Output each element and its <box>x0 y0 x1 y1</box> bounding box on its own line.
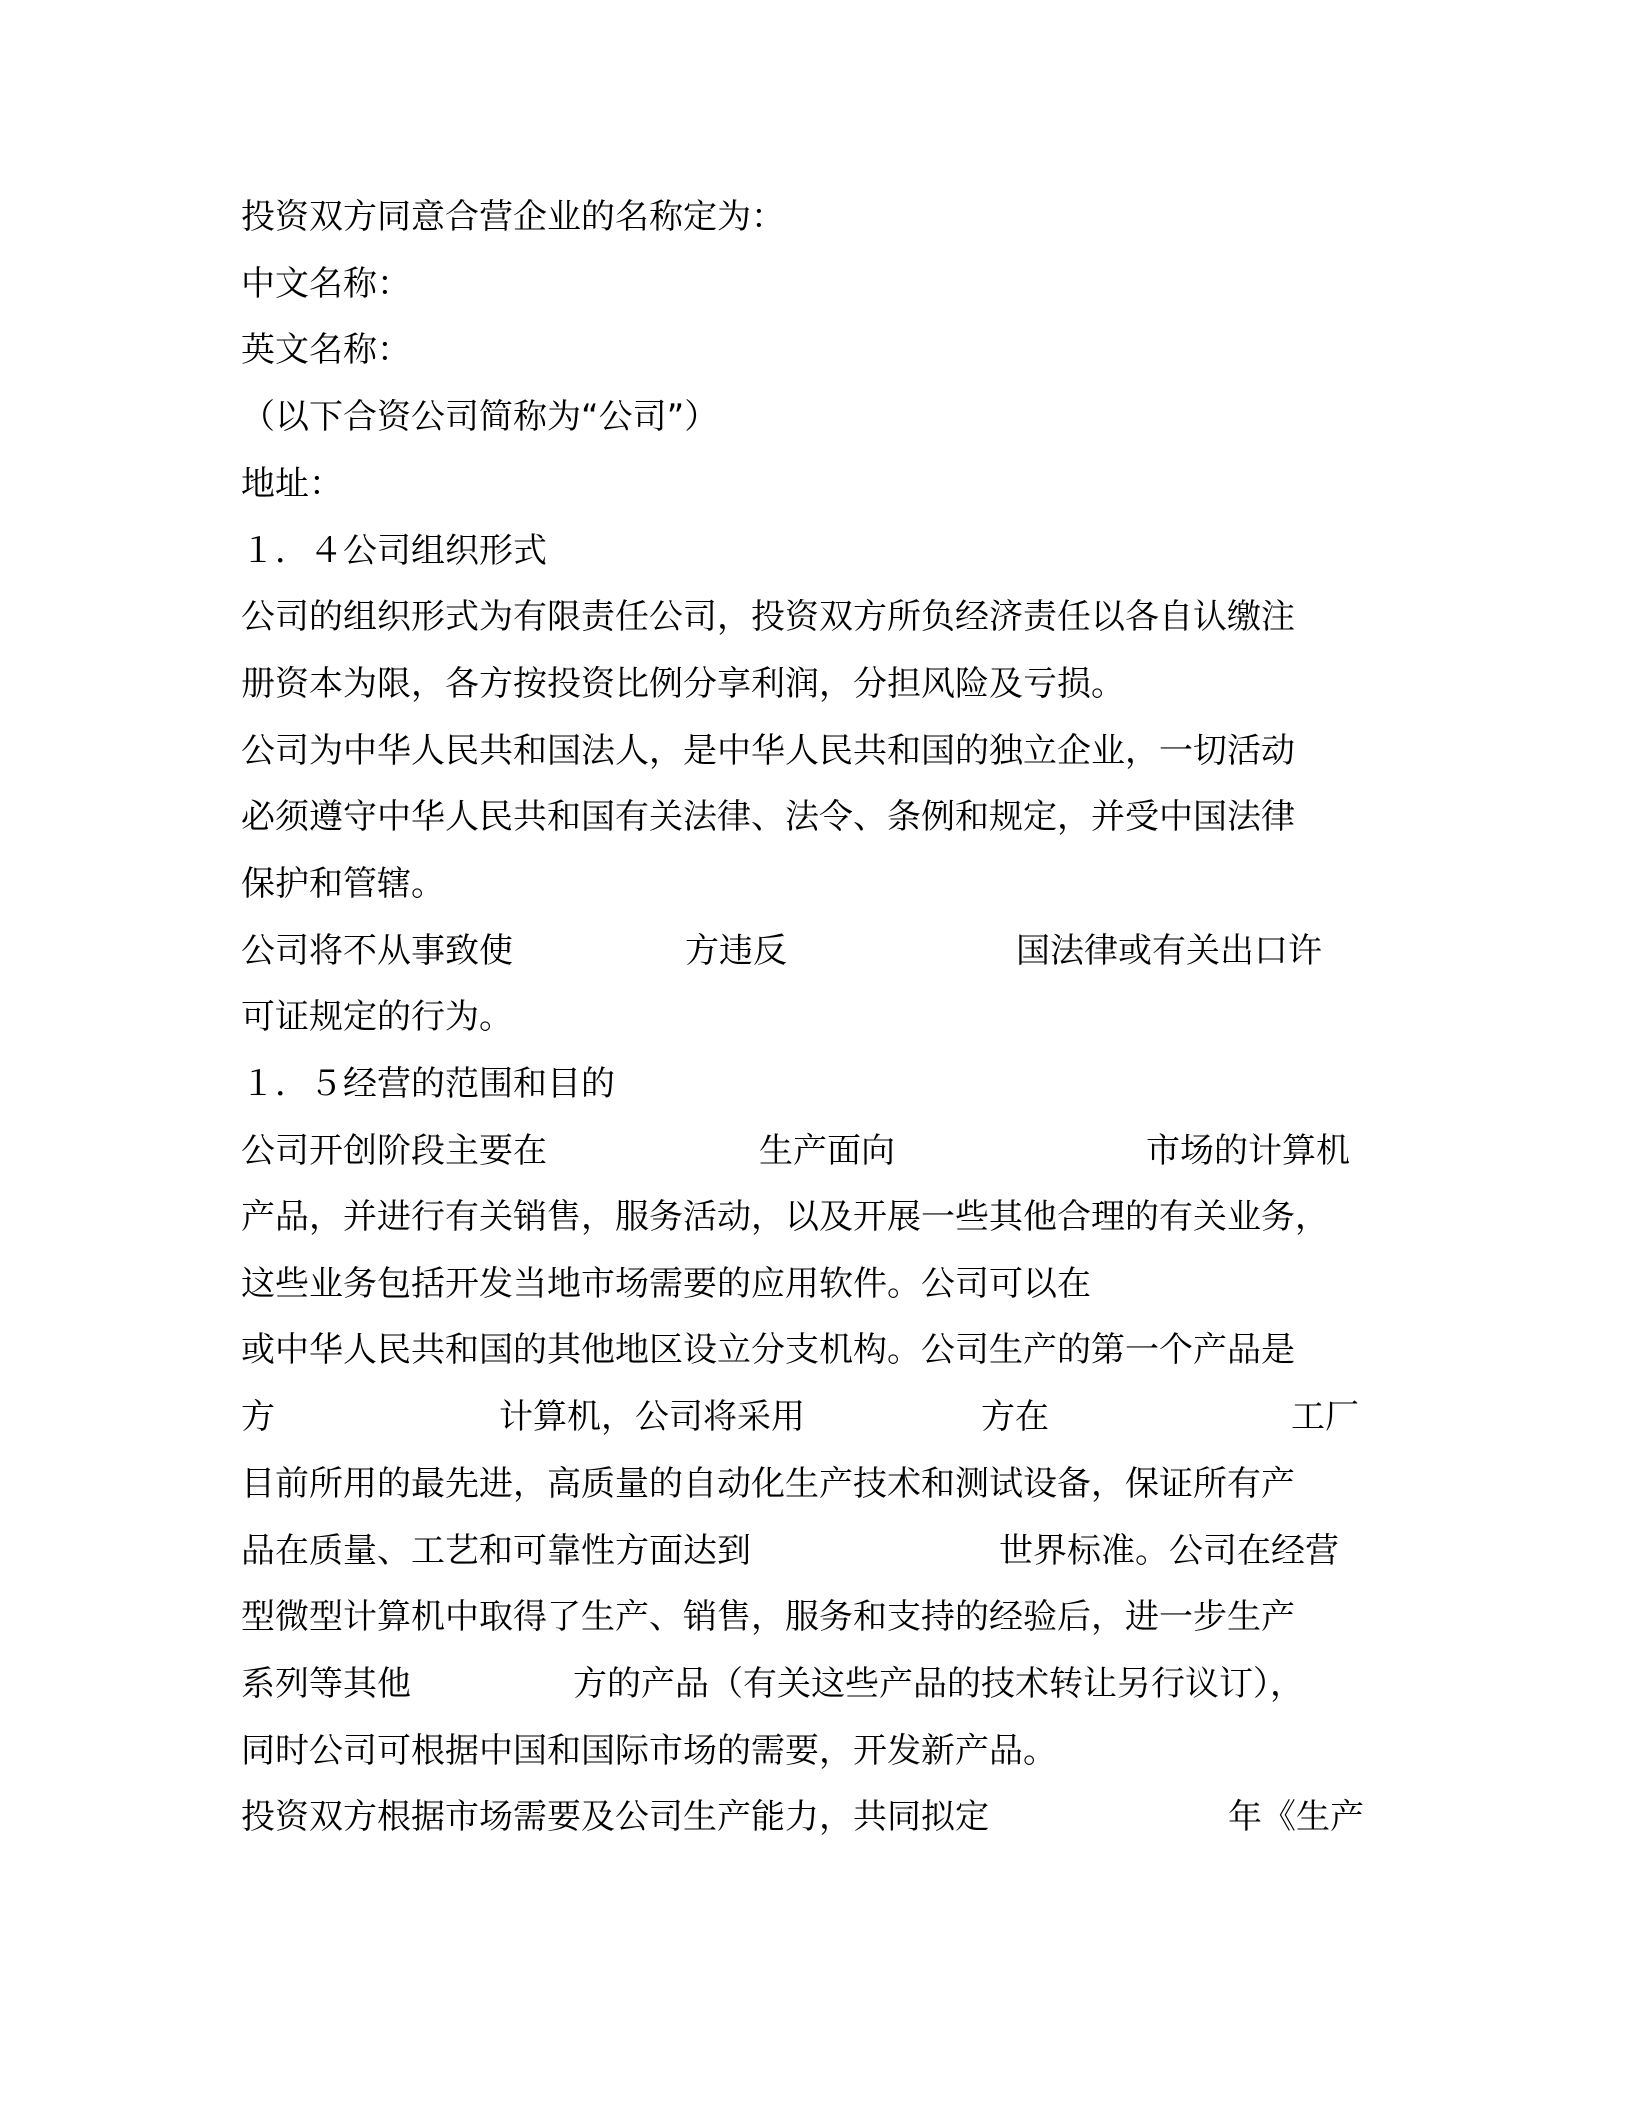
text-segment: 品在质量、工艺和可靠性方面达到 <box>241 1531 751 1571</box>
text-segment: 工厂 <box>1291 1397 1359 1437</box>
text-segment: 公司的组织形式为有限责任公司，投资双方所负经济责任以各自认缴注 <box>241 597 1295 637</box>
text-segment: 方的产品（有关这些产品的技术转让另行议订）， <box>573 1664 1304 1704</box>
text-segment: 公司将不从事致使 <box>241 931 513 971</box>
text-segment: 方在 <box>981 1397 1049 1437</box>
text-segment: 投资双方根据市场需要及公司生产能力，共同拟定 <box>241 1797 989 1837</box>
text-segment: 英文名称： <box>241 330 411 370</box>
text-segment: 计算机，公司将采用 <box>499 1397 805 1437</box>
text-segment: 国法律或有关出口许 <box>1016 931 1322 971</box>
text-segment: 目前所用的最先进，高质量的自动化生产技术和测试设备，保证所有产 <box>241 1464 1295 1504</box>
text-segment: 册资本为限，各方按投资比例分享利润，分担风险及亏损。 <box>241 664 1125 704</box>
text-segment: 必须遵守中华人民共和国有关法律、法令、条例和规定，并受中国法律 <box>241 797 1295 837</box>
text-segment: 生产面向 <box>759 1131 895 1171</box>
text-segment: 市场的计算机 <box>1146 1131 1350 1171</box>
text-segment: 系列等其他 <box>241 1664 411 1704</box>
text-segment: 方违反 <box>685 931 787 971</box>
text-segment: 世界标准。公司在经营 <box>999 1531 1339 1571</box>
text-segment: 公司开创阶段主要在 <box>241 1131 547 1171</box>
text-segment: 地址： <box>241 464 343 504</box>
text-segment: 可证规定的行为。 <box>241 997 513 1037</box>
text-segment: １．５经营的范围和目的 <box>241 1064 615 1104</box>
text-segment: 保护和管辖。 <box>241 864 445 904</box>
text-segment: 投资双方同意合营企业的名称定为： <box>241 197 785 237</box>
text-segment: 公司为中华人民共和国法人，是中华人民共和国的独立企业，一切活动 <box>241 731 1295 771</box>
text-segment: （以下合资公司简称为“公司”） <box>241 397 719 437</box>
text-segment: 产品，并进行有关销售，服务活动，以及开展一些其他合理的有关业务， <box>241 1197 1329 1237</box>
text-segment: 方 <box>241 1397 275 1437</box>
text-segment: 这些业务包括开发当地市场需要的应用软件。公司可以在 <box>241 1264 1091 1304</box>
text-segment: 或中华人民共和国的其他地区设立分支机构。公司生产的第一个产品是 <box>241 1330 1295 1370</box>
text-segment: 年《生产 <box>1228 1797 1364 1837</box>
text-segment: 型微型计算机中取得了生产、销售，服务和支持的经验后，进一步生产 <box>241 1597 1295 1637</box>
text-segment: 中文名称： <box>241 264 411 304</box>
text-segment: １．４公司组织形式 <box>241 531 547 571</box>
text-segment: 同时公司可根据中国和国际市场的需要，开发新产品。 <box>241 1731 1057 1771</box>
